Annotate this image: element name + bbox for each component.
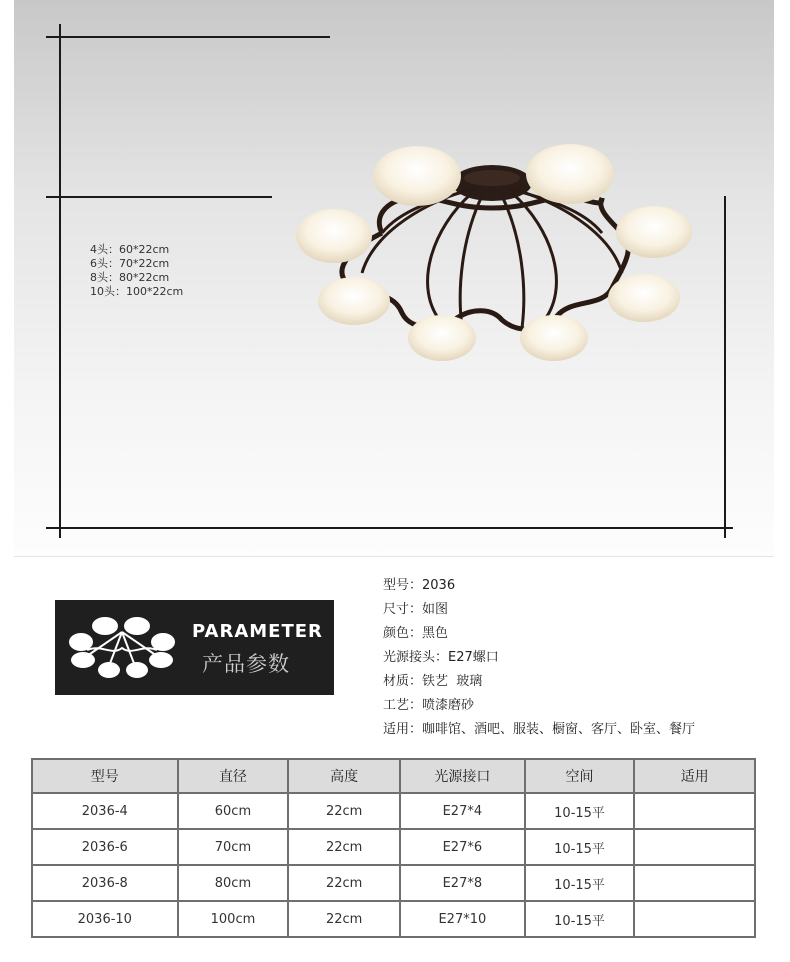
spec-value: 喷漆磨砂 bbox=[422, 698, 475, 713]
spec-color bbox=[383, 622, 695, 646]
size-item: 4头：60*22cm bbox=[90, 243, 170, 256]
cell-socket: E27*10 bbox=[400, 901, 525, 937]
spec-value: E27螺口 bbox=[448, 650, 499, 665]
frame-bottom-line bbox=[46, 527, 733, 529]
spec-label: 型号： bbox=[383, 578, 423, 593]
spec-value: 2036 bbox=[422, 578, 456, 593]
table-header-row bbox=[32, 759, 755, 793]
cell-socket: E27*8 bbox=[400, 865, 525, 901]
spec-model bbox=[383, 574, 695, 598]
badge-title: PARAMETER bbox=[192, 621, 323, 642]
header-usage: 适用 bbox=[634, 759, 755, 793]
cell-space: 10-15平 bbox=[525, 829, 635, 865]
cell-model: 2036-8 bbox=[32, 865, 178, 901]
cell-height: 22cm bbox=[288, 901, 400, 937]
spec-label: 颜色： bbox=[383, 626, 423, 641]
spec-label: 材质： bbox=[383, 674, 423, 689]
spec-socket bbox=[383, 646, 695, 670]
spec-material bbox=[383, 670, 695, 694]
parameter-table bbox=[31, 758, 756, 938]
header-model: 型号 bbox=[32, 759, 178, 793]
cell-diameter: 100cm bbox=[178, 901, 289, 937]
cell-usage bbox=[634, 865, 755, 901]
chandelier-icon bbox=[67, 614, 179, 680]
size-item: 6头：70*22cm bbox=[90, 257, 170, 270]
spec-value: 黑色 bbox=[422, 626, 449, 641]
cell-height: 22cm bbox=[288, 865, 400, 901]
cell-model: 2036-10 bbox=[32, 901, 178, 937]
spec-usage bbox=[383, 718, 695, 742]
cell-diameter: 70cm bbox=[178, 829, 289, 865]
cell-height: 22cm bbox=[288, 793, 400, 829]
cell-height: 22cm bbox=[288, 829, 400, 865]
cell-usage bbox=[634, 793, 755, 829]
cell-space: 10-15平 bbox=[525, 793, 635, 829]
parameter-badge bbox=[55, 600, 334, 695]
size-item: 8头：80*22cm bbox=[90, 271, 170, 284]
size-item: 10头：100*22cm bbox=[90, 285, 184, 298]
size-list bbox=[90, 243, 183, 299]
cell-space: 10-15平 bbox=[525, 865, 635, 901]
table-row bbox=[32, 901, 755, 937]
spec-label: 尺寸： bbox=[383, 602, 423, 617]
cell-model: 2036-4 bbox=[32, 793, 178, 829]
spec-value: 铁艺 玻璃 bbox=[422, 674, 483, 689]
cell-diameter: 80cm bbox=[178, 865, 289, 901]
spec-size bbox=[383, 598, 695, 622]
cell-socket: E27*6 bbox=[400, 829, 525, 865]
hero-divider bbox=[14, 556, 774, 557]
header-diameter: 直径 bbox=[178, 759, 289, 793]
frame-mid-line bbox=[46, 196, 272, 198]
chandelier-image bbox=[292, 138, 712, 368]
frame-left-line bbox=[59, 24, 61, 538]
frame-top-line bbox=[46, 36, 330, 38]
spec-craft bbox=[383, 694, 695, 718]
badge-subtitle: 产品参数 bbox=[202, 652, 290, 676]
spec-label: 工艺： bbox=[383, 698, 423, 713]
cell-socket: E27*4 bbox=[400, 793, 525, 829]
spec-list bbox=[383, 574, 695, 742]
header-socket: 光源接口 bbox=[400, 759, 525, 793]
spec-label: 适用： bbox=[383, 722, 423, 737]
header-height: 高度 bbox=[288, 759, 400, 793]
spec-value: 如图 bbox=[422, 602, 449, 617]
table-row bbox=[32, 865, 755, 901]
cell-space: 10-15平 bbox=[525, 901, 635, 937]
cell-usage bbox=[634, 829, 755, 865]
spec-value: 咖啡馆、酒吧、服装、橱窗、客厅、卧室、餐厅 bbox=[422, 722, 696, 737]
table-row bbox=[32, 793, 755, 829]
spec-label: 光源接头： bbox=[383, 650, 449, 665]
table-row bbox=[32, 829, 755, 865]
cell-model: 2036-6 bbox=[32, 829, 178, 865]
cell-diameter: 60cm bbox=[178, 793, 289, 829]
cell-usage bbox=[634, 901, 755, 937]
header-space: 空间 bbox=[525, 759, 635, 793]
frame-right-line bbox=[724, 196, 726, 538]
